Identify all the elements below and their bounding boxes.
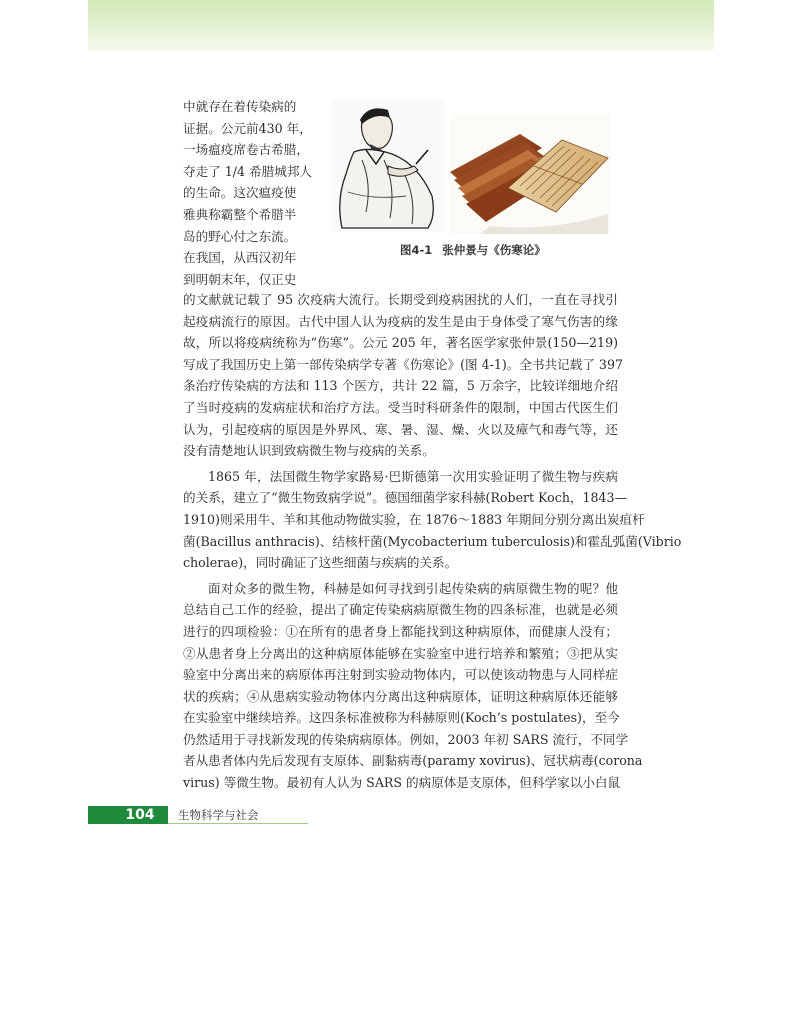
text-line: cholerae)，同时确证了这些细菌与疾病的关系。 — [183, 555, 458, 571]
text-line: 者从患者体内先后发现有支原体、副黏病毒(paramy xovirus)、冠状病毒(corona — [183, 753, 643, 769]
text-line: 菌(Bacillus anthracis)、结核杆菌(Mycobacterium tuberculosis)和霍乱弧菌(Vibrio — [183, 533, 682, 549]
text-line: 的文献就记载了 95 次疫病大流行。长期受到疫病困扰的人们，一直在寻找引 — [183, 292, 618, 307]
text-line: 面对众多的微生物，科赫是如何寻找到引起传染病的病原微生物的呢？他 — [208, 580, 618, 596]
shanghan-lun-books-photo — [450, 114, 610, 234]
text-line: 在实验室中继续培养。这四条标准被称为科赫原则(Koch’s postulates)，至今 — [183, 710, 620, 726]
book-title: 生物科学与社会 — [178, 808, 259, 822]
text-line: 条治疗传染病的方法和 113 个医方，共计 22 篇，5 万余字，比较详细地介绍 — [183, 378, 618, 394]
body-text — [183, 289, 682, 794]
wrap-line: 雅典称霸整个希腊半 — [183, 206, 297, 222]
wrap-line: 夺走了 1/4 希腊城邦人 — [183, 163, 313, 179]
figure-4-1 — [330, 98, 620, 238]
text-line: virus) 等微生物。最初有人认为 SARS 的病原体是支原体，但科学家以小白鼠 — [183, 775, 621, 791]
text-line: 仍然适用于寻找新发现的传染病病原体。例如，2003 年初 SARS 流行，不同学 — [183, 731, 629, 747]
text-line: 写成了我国历史上第一部传染病学专著《伤寒论》(图 4-1)。全书共记载了 397 — [183, 356, 623, 372]
paragraph-2 — [183, 466, 682, 574]
text-line: 了当时疫病的发病症状和治疗方法。受当时科研条件的限制，中国古代医生们 — [183, 399, 618, 415]
zhang-zhongjing-portrait — [332, 100, 444, 232]
text-line: 起疫病流行的原因。古代中国人认为疫病的发生是由于身体受了寒气伤害的缘 — [183, 313, 618, 329]
wrap-line: 的生命。这次瘟疫使 — [183, 185, 297, 201]
wrap-line: 中就存在着传染病的 — [183, 99, 297, 114]
wrap-line: 到明朝末年，仅正史 — [183, 271, 297, 287]
text-line: 的关系，建立了“微生物致病学说”。德国细菌学家科赫(Robert Koch，1843— — [183, 490, 628, 506]
figure-number: 图4-1 — [400, 243, 433, 257]
text-line: 认为，引起疫病的原因是外界风、寒、暑、湿、燥、火以及瘴气和毒气等，还 — [183, 421, 618, 437]
text-line: 1865 年，法国微生物学家路易·巴斯德第一次用实验证明了微生物与疾病 — [208, 468, 618, 484]
page-number: 104 — [125, 807, 155, 823]
text-line: 进行的四项检验：①在所有的患者身上都能找到这种病原体，而健康人没有； — [183, 623, 618, 639]
figure-title: 张仲景与《伤寒论》 — [442, 243, 546, 257]
text-line: 1910)则采用牛、羊和其他动物做实验，在 1876～1883 年期间分别分离出炭疽杆 — [183, 511, 645, 527]
text-line: 状的疾病；④从患病实验动物体内分离出这种病原体，证明这种病原体还能够 — [183, 688, 618, 704]
wrap-line: 一场瘟疫席卷古希腊， — [183, 142, 309, 158]
paragraph-3 — [183, 578, 643, 794]
figure-caption — [400, 242, 546, 258]
wrap-line: 证据。公元前430 年， — [183, 120, 312, 136]
text-line: 总结自己工作的经验，提出了确定传染病病原微生物的四条标准，也就是必须 — [183, 602, 618, 618]
text-line: ②从患者身上分离出的这种病原体能够在实验室中进行培养和繁殖；③把从实 — [183, 645, 618, 661]
wrap-line: 在我国，从西汉初年 — [183, 250, 297, 266]
paragraph-1 — [183, 289, 623, 462]
wrap-text-column — [183, 96, 328, 290]
text-line: 没有清楚地认识到致病微生物与疫病的关系。 — [183, 443, 435, 459]
text-line: 故，所以将疫病统称为“伤寒”。公元 205 年，著名医学家张仲景(150—219) — [183, 335, 618, 351]
text-line: 验室中分离出来的病原体再注射到实验动物体内，可以使该动物患与人同样症 — [183, 667, 618, 683]
wrap-line: 岛的野心付之东流。 — [183, 228, 297, 244]
